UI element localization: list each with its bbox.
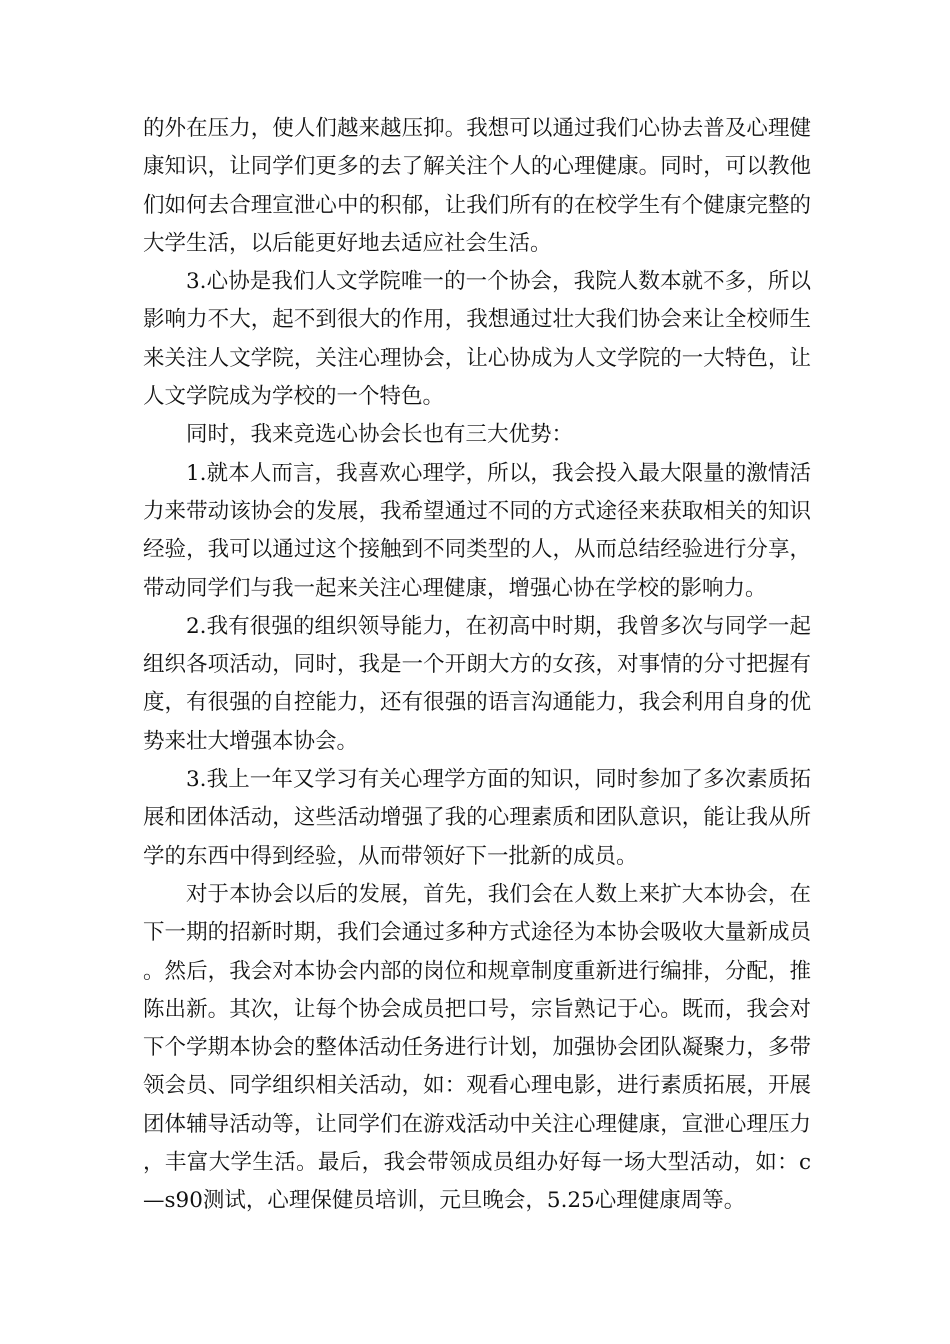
paragraph-advantages-intro: 同时，我来竞选心协会长也有三大优势：: [186, 422, 574, 448]
paragraph-development-plan: 对于本协会以后的发展，首先，我们会在人数上来扩大本协会，在下一期的招新时期，我们会通过多种方式途径为本协会吸收大量新成员。然后，我会对本协会内部的岗位和规章制度重新进行编排，分配，推陈出新。其次，让每个协会成员把口号，宗旨熟记于心。既而，我会对下个学期本协会的整体活动任务进行计划，加强协会团队凝聚力，多带领会员、同学组织相关活动，如：观看心理电影，进行素质拓展，开展团体辅导活动等，让同学们在游戏活动中关注心理健康，宣泄心理压力，丰富大学生活。最后，我会带领成员组办好每一场大型活动，如：c—s90测试，心理保健员培训，元旦晚会，5.25心理健康周等。: [143, 881, 811, 1214]
paragraph-reason-3: 3.心协是我们人文学院唯一的一个协会，我院人数本就不多，所以影响力不大，起不到很大的作用，我想通过壮大我们协会来让全校师生来关注人文学院，关注心理协会，让心协成为人文学院的一大特色，让人文学院成为学校的一个特色。: [143, 269, 811, 410]
paragraph-advantage-3: 3.我上一年又学习有关心理学方面的知识，同时参加了多次素质拓展和团体活动，这些活动增强了我的心理素质和团队意识，能让我从所学的东西中得到经验，从而带领好下一批新的成员。: [143, 767, 811, 869]
document-page: [143, 110, 811, 1221]
paragraph-continuation: 的外在压力，使人们越来越压抑。我想可以通过我们心协去普及心理健康知识，让同学们更多的去了解关注个人的心理健康。同时，可以教他们如何去合理宣泄心中的积郁，让我们所有的在校学生有个健康完整的大学生活，以后能更好地去适应社会生活。: [143, 116, 811, 256]
paragraph-advantage-2: 2.我有很强的组织领导能力，在初高中时期，我曾多次与同学一起组织各项活动，同时，我是一个开朗大方的女孩，对事情的分寸把握有度，有很强的自控能力，还有很强的语言沟通能力，我会利用自身的优势来壮大增强本协会。: [143, 613, 811, 754]
paragraph-advantage-1: 1.就本人而言，我喜欢心理学，所以，我会投入最大限量的激情活力来带动该协会的发展，我希望通过不同的方式途径来获取相关的知识经验，我可以通过这个接触到不同类型的人，从而总结经验进行分享，带动同学们与我一起来关注心理健康，增强心协在学校的影响力。: [143, 460, 811, 601]
